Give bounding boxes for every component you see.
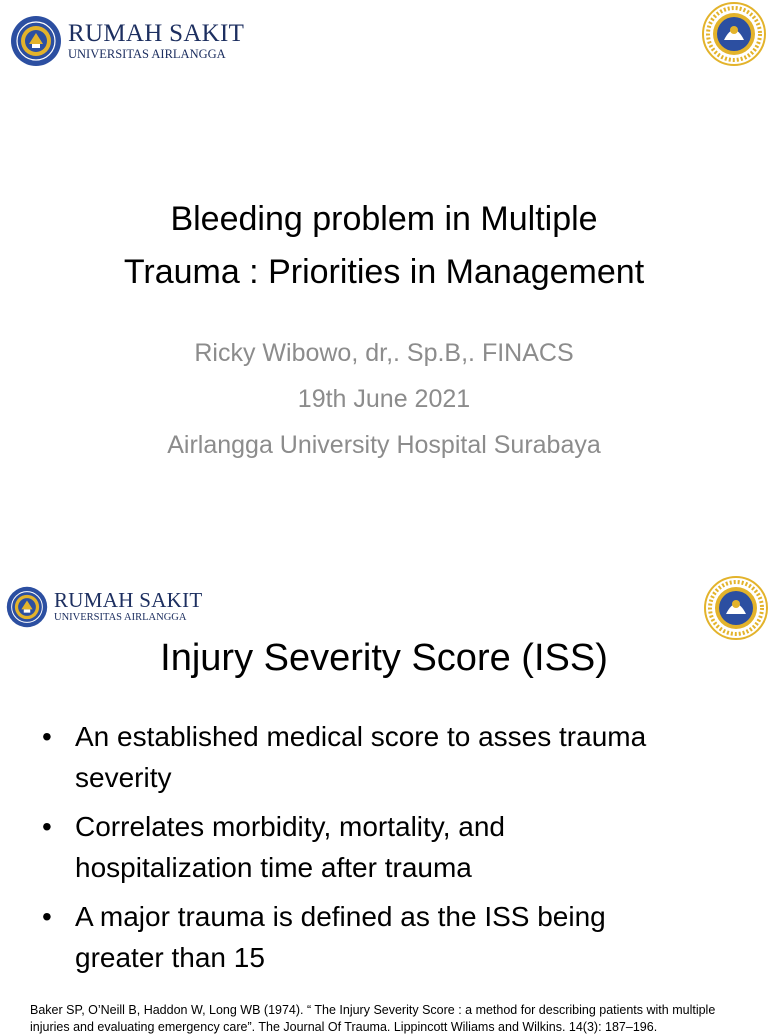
author-name: Ricky Wibowo, dr,. Sp.B,. FINACS — [194, 339, 574, 367]
bullet-text: A major trauma is defined as the ISS being — [75, 901, 606, 932]
slide-title: Injury Severity Score (ISS) — [160, 637, 608, 679]
bullet-icon: • — [42, 901, 52, 932]
slide-title — [0, 193, 768, 299]
title-line: Bleeding problem in Multiple — [170, 200, 598, 238]
bullet-text: hospitalization time after trauma — [75, 852, 472, 883]
hospital-logo — [10, 15, 244, 67]
bullet-text: severity — [75, 762, 172, 793]
bullet-icon: • — [42, 721, 52, 752]
brand-subtitle: UNIVERSITAS AIRLANGGA — [54, 612, 187, 624]
slide-subtitle — [0, 330, 768, 468]
institution-name: Airlangga University Hospital Surabaya — [167, 431, 601, 459]
brand-subtitle: UNIVERSITAS AIRLANGGA — [68, 47, 226, 62]
bullet-text: greater than 15 — [75, 942, 265, 973]
presentation-date: 19th June 2021 — [297, 385, 471, 413]
bullet-item — [40, 716, 740, 798]
iss-slide — [0, 564, 768, 1034]
hospital-logo — [6, 586, 203, 628]
brand-name: RUMAH SAKIT — [68, 20, 245, 48]
hospital-seal-icon — [6, 586, 48, 628]
title-line: Trauma : Priorities in Management — [123, 253, 645, 291]
university-seal-icon — [704, 576, 768, 640]
bullet-list — [40, 716, 740, 986]
bullet-item — [40, 896, 740, 978]
citation-reference: Baker SP, O’Neill B, Haddon W, Long WB (1974). “ The Injury Severity Score : a method for describing patients with multiple injuries and evaluating emergency care”. The Journal Of Trauma. Lippincott Wiliams and Wilkins. 14(3): 187–196. — [30, 1003, 716, 1034]
bullet-text: An established medical score to asses trauma — [75, 721, 647, 752]
bullet-text: Correlates morbidity, mortality, and — [75, 811, 505, 842]
bullet-icon: • — [42, 811, 52, 842]
university-seal-icon — [702, 2, 766, 66]
bullet-item — [40, 806, 740, 888]
brand-name: RUMAH SAKIT — [54, 588, 203, 613]
hospital-seal-icon — [10, 15, 62, 67]
